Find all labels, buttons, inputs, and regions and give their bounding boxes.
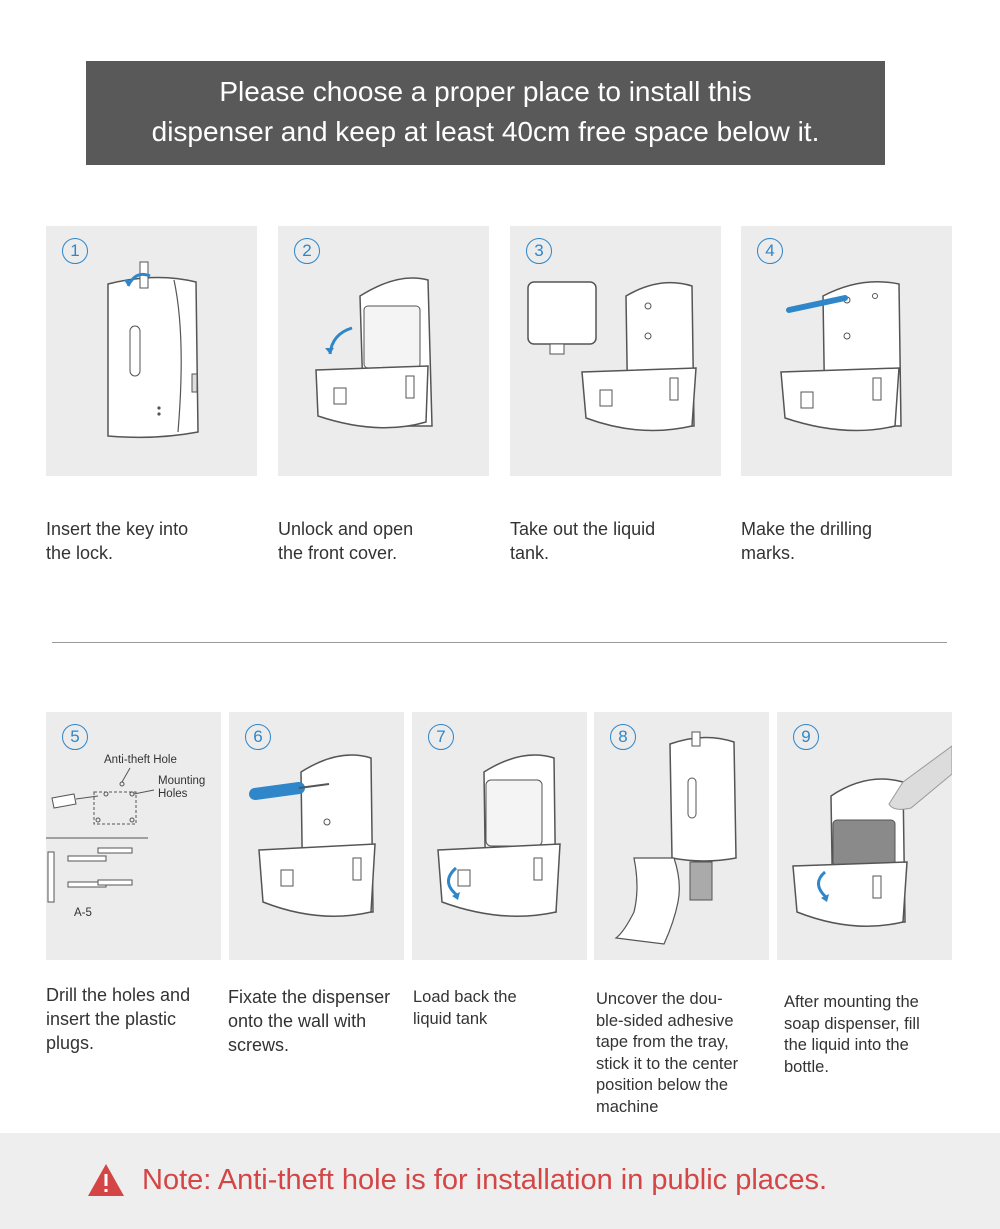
step-8-panel <box>594 712 769 960</box>
header-line-2: dispenser and keep at least 40cm free space below it. <box>151 116 820 147</box>
mounting-label-1: Mounting <box>158 775 206 787</box>
mounting-label-2: Holes <box>158 788 188 800</box>
step-8-caption: Uncover the dou- ble-sided adhesive tape from the tray, stick it to the center position below the machine <box>596 990 739 1116</box>
step-1-caption: Insert the key into the lock. <box>46 519 189 563</box>
header-banner <box>86 61 885 165</box>
step-2-caption: Unlock and open the front cover. <box>278 519 414 563</box>
anti-theft-hole-label: Anti-theft Hole <box>104 754 177 766</box>
step-number-badge: 9 <box>793 724 819 750</box>
step-3-caption: Take out the liquid tank. <box>510 519 656 563</box>
step-3-panel <box>510 226 721 476</box>
step-2-panel <box>278 226 489 476</box>
step-7-caption: Load back the liquid tank <box>413 988 517 1028</box>
step-4-panel <box>741 226 952 476</box>
step-9-caption: After mounting the soap dispenser, fill the liquid into the bottle. <box>784 993 920 1076</box>
step-number-badge: 1 <box>62 238 88 264</box>
step-number-badge: 4 <box>757 238 783 264</box>
step-number-badge: 7 <box>428 724 454 750</box>
step-6-caption: Fixate the dispenser onto the wall with screws. <box>228 987 391 1055</box>
warning-icon <box>86 1162 126 1198</box>
step-6-panel <box>229 712 404 960</box>
header-line-1: Please choose a proper place to install this <box>219 76 752 107</box>
section-divider <box>52 642 947 643</box>
step-4-caption: Make the drilling marks. <box>741 519 873 563</box>
step-9-panel <box>777 712 952 960</box>
step-7-panel <box>412 712 587 960</box>
step-5-caption: Drill the holes and insert the plastic plugs. <box>46 985 191 1053</box>
note-text: Note: Anti-theft hole is for installation in public places. <box>142 1164 828 1196</box>
step-1-panel <box>46 226 257 476</box>
step-number-badge: 5 <box>62 724 88 750</box>
step-number-badge: 3 <box>526 238 552 264</box>
step-5-panel <box>46 712 221 960</box>
step-number-badge: 2 <box>294 238 320 264</box>
step-number-badge: 6 <box>245 724 271 750</box>
part-label: A-5 <box>74 907 92 919</box>
step-number-badge: 8 <box>610 724 636 750</box>
